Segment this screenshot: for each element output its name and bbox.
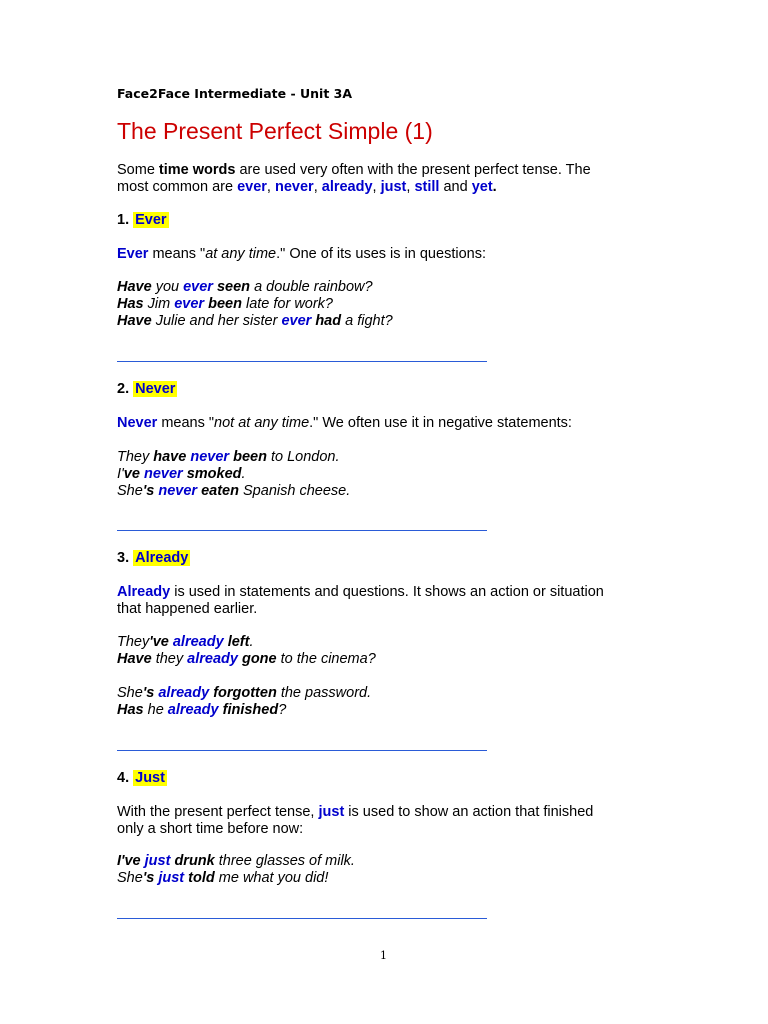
page-title: The Present Perfect Simple (1) xyxy=(117,118,433,144)
never-description: Never means "not at any time." We often use it in negative statements: xyxy=(117,415,572,431)
just-description-line-2: only a short time before now: xyxy=(117,821,304,837)
never-examples xyxy=(117,449,350,500)
example-sentence: I've just drunk three glasses of milk. xyxy=(117,853,355,869)
example-sentence: She's already forgotten the password. xyxy=(117,685,372,701)
section-divider xyxy=(117,750,487,751)
example-sentence: I've never smoked. xyxy=(117,466,246,482)
intro-paragraph xyxy=(117,162,591,196)
intro-line-1: Some time words are used very often with the present perfect tense. The xyxy=(117,162,591,178)
example-sentence: Have they already gone to the cinema? xyxy=(117,651,376,667)
section-divider xyxy=(117,530,487,531)
example-sentence: Has he already finished? xyxy=(117,702,287,718)
just-examples xyxy=(117,853,355,887)
section-heading-ever: 1. Ever xyxy=(117,212,167,228)
section-divider xyxy=(117,918,487,919)
example-sentence: Have you ever seen a double rainbow? xyxy=(117,279,373,295)
section-heading-never: 2. Never xyxy=(117,381,176,397)
intro-line-2: most common are ever, never, already, just, still and yet. xyxy=(117,179,497,195)
example-sentence: They've already left. xyxy=(117,634,254,650)
example-sentence: Has Jim ever been late for work? xyxy=(117,296,334,312)
already-examples-group-2 xyxy=(117,685,371,719)
just-description xyxy=(117,804,593,838)
ever-description: Ever means "at any time." One of its uses is in questions: xyxy=(117,246,486,262)
example-sentence: She's just told me what you did! xyxy=(117,870,329,886)
just-description-line-1: With the present perfect tense, just is used to show an action that finished xyxy=(117,804,594,820)
ever-examples xyxy=(117,279,393,330)
already-description-line-1: Already is used in statements and questions. It shows an action or situation xyxy=(117,584,604,600)
unit-header: Face2Face Intermediate - Unit 3A xyxy=(117,86,353,101)
page-number: 1 xyxy=(380,949,387,962)
section-heading-just: 4. Just xyxy=(117,770,165,786)
already-examples-group-1 xyxy=(117,634,376,668)
example-sentence: She's never eaten Spanish cheese. xyxy=(117,483,351,499)
example-sentence: They have never been to London. xyxy=(117,449,340,465)
already-description-line-2: that happened earlier. xyxy=(117,601,258,617)
section-divider xyxy=(117,361,487,362)
example-sentence: Have Julie and her sister ever had a fight? xyxy=(117,313,393,329)
section-heading-already: 3. Already xyxy=(117,550,189,566)
already-description xyxy=(117,584,604,618)
